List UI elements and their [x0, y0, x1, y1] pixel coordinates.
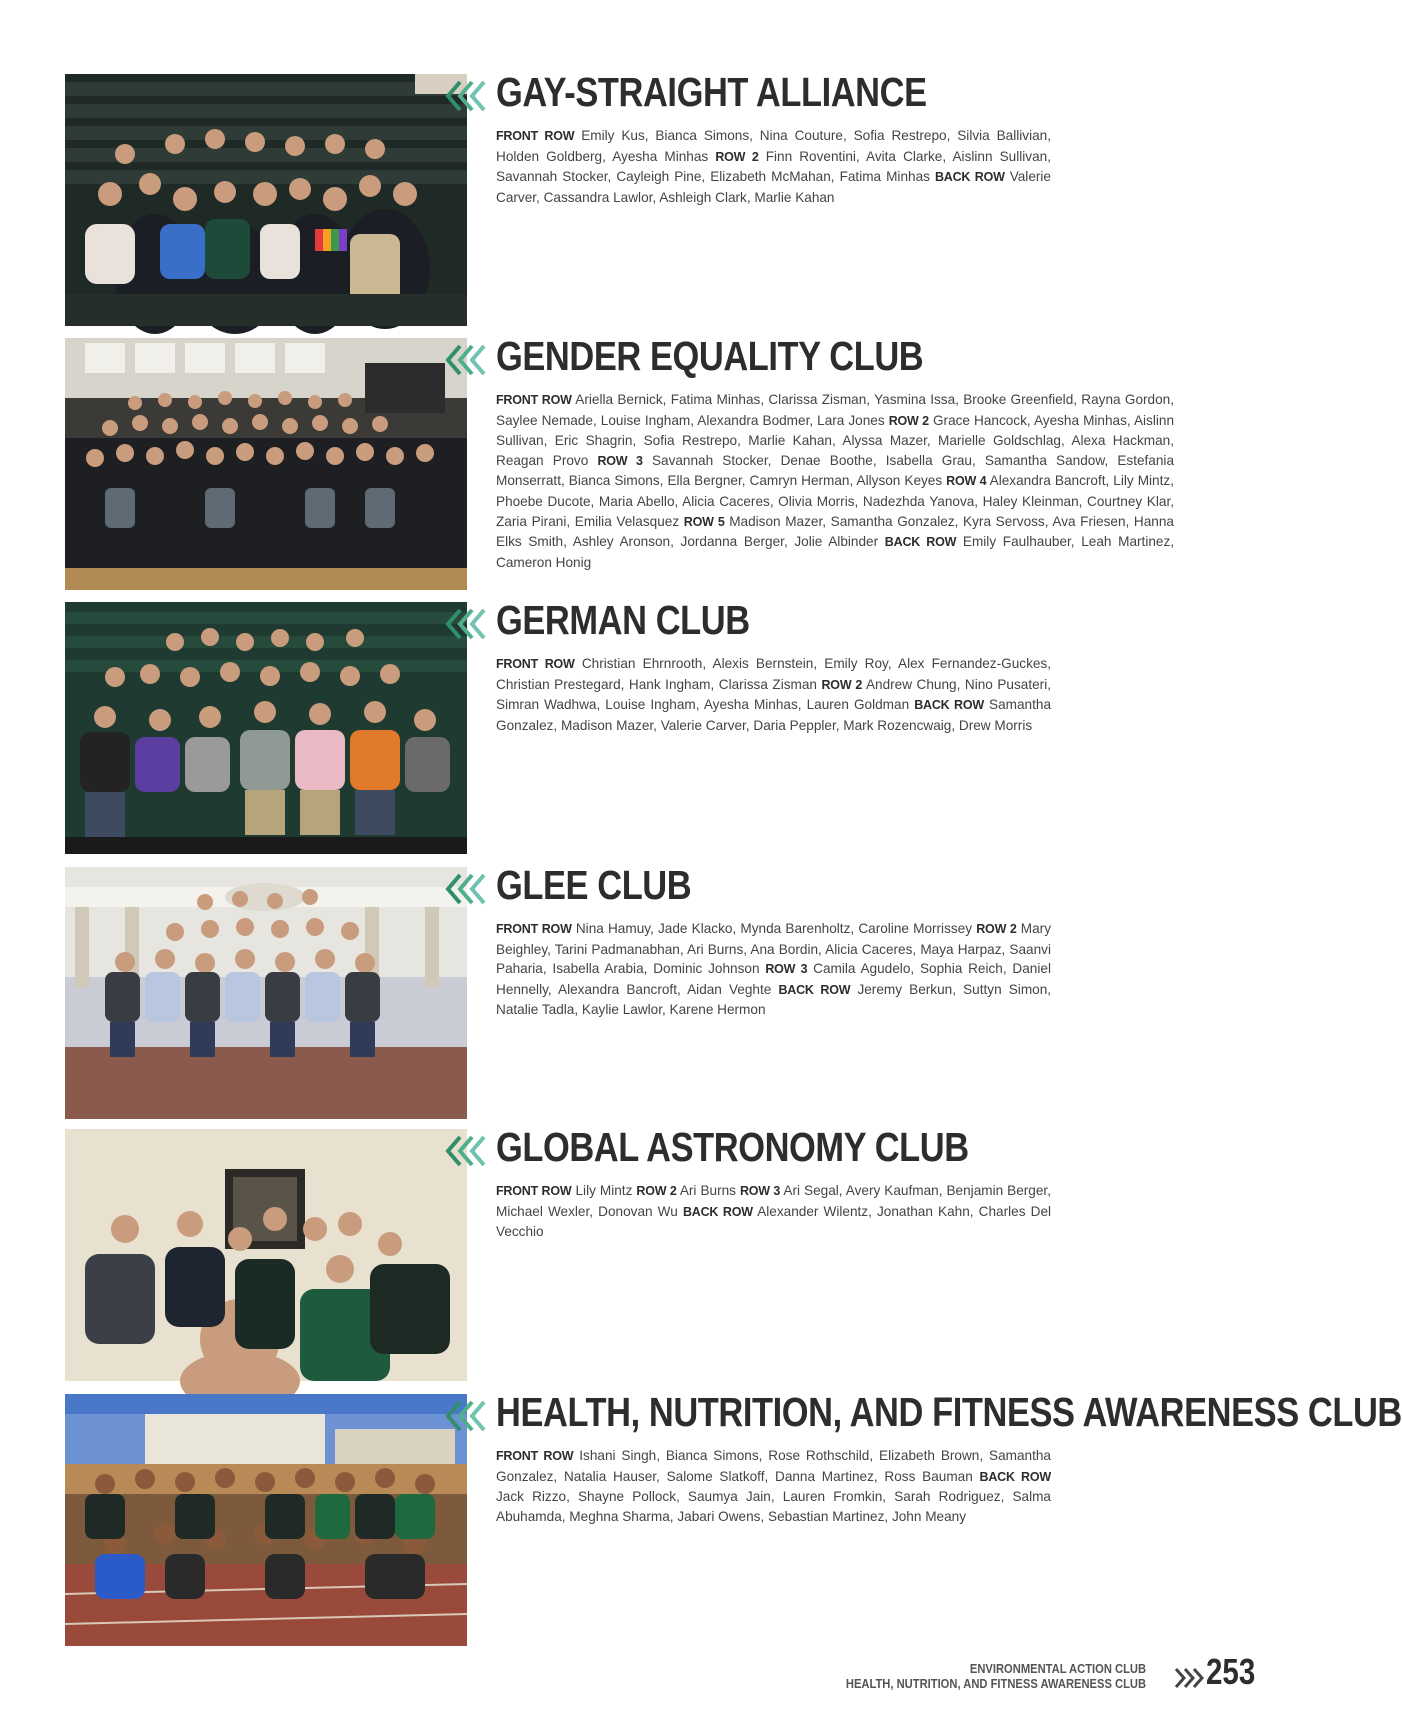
chevron-left-icon [446, 871, 488, 907]
row-label: BACK ROW [778, 982, 851, 997]
member-names [496, 1446, 1051, 1526]
row-names: Ari Burns [679, 1183, 736, 1198]
chevron-left-icon [446, 342, 488, 378]
row-label: FRONT ROW [496, 393, 572, 407]
row-names: Samantha Gonzalez, Madison Mazer, Valerie Carver, Daria Peppler, Mark Rozencwaig, Drew Morris [496, 697, 1051, 733]
row-label: ROW 2 [636, 1184, 677, 1198]
row-label: ROW 3 [739, 1184, 781, 1198]
club-section-glee-club [0, 862, 1296, 1121]
member-names [496, 390, 1174, 572]
member-names [496, 126, 1051, 207]
row-label: FRONT ROW [496, 922, 572, 936]
club-title: GENDER EQUALITY CLUB [496, 333, 924, 379]
group-photo [65, 602, 467, 854]
row-names: Nina Hamuy, Jade Klacko, Mynda Barenholtz, Caroline Morrissey [575, 921, 973, 936]
member-names [496, 1181, 1051, 1242]
group-photo [65, 338, 467, 590]
row-label: ROW 2 [715, 149, 759, 164]
group-photo [65, 74, 467, 326]
club-title: GAY-STRAIGHT ALLIANCE [496, 69, 927, 115]
row-names: Ari Segal, Avery Kaufman, Benjamin Berger, Michael Wexler, Donovan Wu [496, 1183, 1051, 1219]
row-names: Emily Faulhauber, Leah Martinez, Cameron Honig [496, 534, 1175, 570]
club-section-gender-equality-club [0, 333, 1296, 592]
club-title: HEALTH, NUTRITION, AND FITNESS AWARENESS CLUB [496, 1389, 1402, 1435]
row-names: Alexandra Bancroft, Lily Mintz, Phoebe Ducote, Maria Abello, Alicia Caceres, Olivia Morris, Nadezhda Yanova, Haley Kleinman, Courtney Klar, Zaria Pirani, Emilia Velasquez [496, 473, 1174, 529]
row-label: FRONT ROW [496, 129, 575, 143]
row-label: ROW 4 [946, 474, 987, 489]
row-label: ROW 2 [976, 922, 1017, 936]
row-names: Alexander Wilentz, Jonathan Kahn, Charles Del Vecchio [496, 1203, 1052, 1240]
row-label: BACK ROW [682, 1204, 753, 1219]
row-label: BACK ROW [979, 1469, 1052, 1484]
chevron-left-icon [446, 1133, 488, 1169]
row-names: Emily Kus, Bianca Simons, Nina Couture, Sofia Restrepo, Silvia Ballivian, Holden Goldberg, Ayesha Minhas [496, 128, 1051, 164]
chevron-right-icon [1172, 1666, 1204, 1690]
row-label: FRONT ROW [496, 1184, 572, 1198]
row-names: Savannah Stocker, Denae Boothe, Isabella Grau, Samantha Sandow, Estefania Monserratt, Bianca Simons, Ella Bergner, Camryn Herman, Allyson Keyes [496, 452, 1175, 489]
row-names: Ariella Bernick, Fatima Minhas, Clarissa Zisman, Yasmina Issa, Brooke Greenfield, Rayna Gordon, Saylee Nemade, Louise Ingham, Alexandra Bodmer, Lara Jones [496, 392, 1174, 428]
chevron-left-icon [446, 1398, 488, 1434]
row-label: ROW 2 [821, 677, 863, 692]
page-footer-index [846, 1661, 1146, 1691]
footer-line: HEALTH, NUTRITION, AND FITNESS AWARENESS CLUB [845, 1676, 1146, 1691]
row-names: Jack Rizzo, Shayne Pollock, Saumya Jain, Lauren Fromkin, Sarah Rodriguez, Salma Abuhamda, Meghna Sharma, Jabari Owens, Sebastian Martinez, John Meany [496, 1489, 1051, 1524]
row-names: Mary Beighley, Tarini Padmanabhan, Ari Burns, Ana Bordin, Alicia Caceres, Maya Harpaz, Saanvi Paharia, Isabella Arabia, Dominic Johnson [496, 921, 1051, 977]
row-label: BACK ROW [884, 535, 957, 550]
chevron-left-icon [446, 606, 488, 642]
row-names: Ishani Singh, Bianca Simons, Rose Rothschild, Elizabeth Brown, Samantha Gonzalez, Natalia Hauser, Salome Slatkoff, Danna Martinez, Ross Bauman [496, 1448, 1051, 1484]
row-label: ROW 3 [765, 962, 808, 977]
club-section-german-club [0, 597, 1296, 856]
member-names [496, 919, 1051, 1020]
club-section-gay-straight-alliance [0, 69, 1296, 328]
club-section-global-astronomy-club [0, 1124, 1296, 1383]
footer-line: ENVIRONMENTAL ACTION CLUB [969, 1661, 1146, 1676]
row-names: Jeremy Berkun, Suttyn Simon, Natalie Tadla, Kaylie Lawlor, Karene Hermon [496, 981, 1052, 1018]
row-label: FRONT ROW [496, 1449, 574, 1463]
club-title: GERMAN CLUB [496, 597, 750, 643]
row-names: Andrew Chung, Nino Pusateri, Simran Wadhwa, Louise Ingham, Ayesha Minhas, Lauren Goldman [496, 676, 1052, 713]
row-names: Finn Roventini, Avita Clarke, Aislinn Sullivan, Savannah Stocker, Cayleigh Pine, Elizabeth McMahan, Fatima Minhas [496, 148, 1051, 185]
row-names: Camila Agudelo, Sophia Reich, Daniel Hennelly, Alexandra Bancroft, Aidan Veghte [496, 961, 1051, 997]
row-names: Madison Mazer, Samantha Gonzalez, Kyra Servoss, Ava Friesen, Hanna Elks Smith, Ashley Aronson, Jordanna Berger, Jolie Albinder [496, 513, 1174, 550]
row-label: BACK ROW [914, 698, 984, 713]
page-number: 253 [1206, 1651, 1256, 1692]
club-title: GLOBAL ASTRONOMY CLUB [496, 1124, 969, 1170]
row-label: FRONT ROW [496, 657, 575, 671]
row-label: ROW 2 [888, 413, 929, 428]
group-photo [65, 1394, 467, 1646]
club-section-health-nutrition-fitness-club [0, 1389, 1402, 1648]
row-names: Christian Ehrnrooth, Alexis Bernstein, Emily Roy, Alex Fernandez-Guckes, Christian Prestegard, Hank Ingham, Clarissa Zisman [496, 656, 1051, 692]
row-names: Lily Mintz [575, 1183, 633, 1198]
club-title: GLEE CLUB [496, 862, 692, 908]
member-names [496, 654, 1051, 735]
row-label: ROW 3 [597, 453, 643, 468]
row-names: Grace Hancock, Ayesha Minhas, Aislinn Sullivan, Eric Shagrin, Sofia Restrepo, Marlie Kahan, Alyssa Mazer, Marielle Goldschlag, Alexa Hackman, Reagan Provo [496, 412, 1175, 468]
row-label: ROW 5 [683, 514, 725, 529]
row-label: BACK ROW [934, 170, 1005, 185]
group-photo [65, 867, 467, 1119]
row-names: Valerie Carver, Cassandra Lawlor, Ashleigh Clark, Marlie Kahan [496, 169, 1051, 205]
chevron-left-icon [446, 78, 488, 114]
group-photo [65, 1129, 467, 1381]
